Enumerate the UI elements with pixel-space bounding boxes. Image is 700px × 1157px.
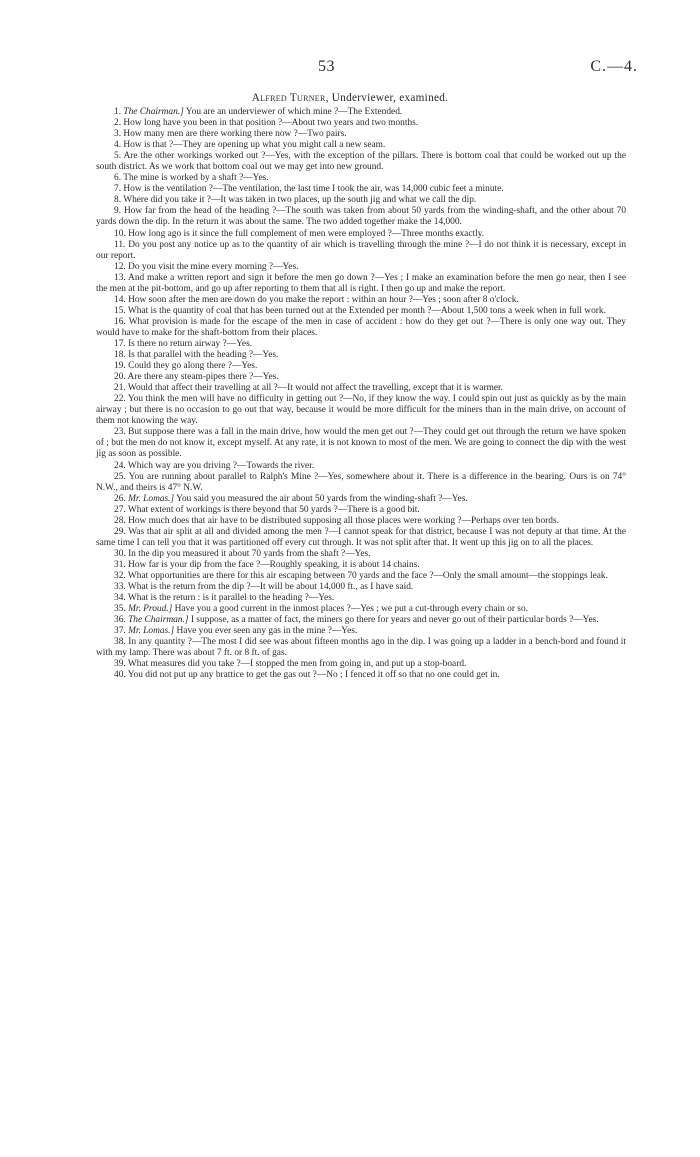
question-number: 8. [114,195,122,206]
testimony-text: How far is your dip from the face ?—Roughly speaking, it is about 14 chains. [128,559,420,570]
question-number: 7. [114,184,122,195]
testimony-text: How is the ventilation ?—The ventilation, the last time I took the air, was 14,000 cubic feet a minute. [123,184,504,195]
testimony-text: What is the return from the dip ?—It will be about 14,000 ft., as I have said. [127,582,414,593]
question-number: 34. [114,593,126,604]
testimony-text: How many men are there working there now ?—Two pairs. [123,129,347,140]
testimony-text: You are running about parallel to Ralph's Mine ?—Yes, somewhere about it. There is a difference in the bearing. Ours is on 74° N.W., and theirs is 47° N.W. [96,471,626,493]
testimony-paragraph [96,494,626,505]
speaker-name: Mr. Proud.] [128,604,173,615]
testimony-paragraph [96,427,626,460]
testimony-text: Which way are you driving ?—Towards the river. [127,460,315,471]
testimony-text: Have you ever seen any gas in the mine ?—Yes. [174,626,358,637]
question-number: 38. [114,637,126,648]
testimony-text: You said you measured the air about 50 yards from the winding-shaft ?—Yes. [174,493,468,504]
question-number: 17. [114,338,126,349]
question-number: 23. [114,427,126,438]
testimony-text: Was that air split at all and divided among the men ?—I cannot speak for that district, because I was not deputy at that time. At the same time I can tell you that it was partitioned off every cut through. It was not split after that. It went up this jig on to all the places. [96,526,626,548]
question-number: 39. [114,659,126,670]
question-number: 14. [114,294,126,305]
question-number: 40. [114,670,126,681]
testimony-paragraph [96,195,626,206]
testimony-text: In any quantity ?—The most I did see was about fifteen months ago in the dip. I was going up a ladder in a bench-bord and found it with my lamp. There was about 7 ft. or 8 ft. of gas. [96,637,626,659]
testimony-paragraph [96,173,626,184]
testimony-paragraph [96,206,626,228]
testimony-paragraph [96,472,626,494]
testimony-text: Are the other workings worked out ?—Yes, with the exception of the pillars. There is bottom coal that could be worked out up the south district. As we work that bottom coal out we may get into new ground. [96,151,626,173]
testimony-text: You think the men will have no difficulty in getting out ?—No, if they know the way. I could spin out just as quickly as by the main airway ; but there is no occasion to go out that way, because it would be more difficult for the miners than in the main drive, on account of them not knowing the way. [96,394,626,427]
testimony-paragraph [96,240,626,262]
testimony-paragraph [96,604,626,615]
question-number: 27. [114,504,126,515]
question-number: 6. [114,173,122,184]
question-number: 5. [114,151,122,162]
question-number: 33. [114,582,126,593]
testimony-text: Do you post any notice up as to the quantity of air which is travelling through the mine ?—I do not think it is necessary, except in our report. [96,239,627,261]
testimony-text: How is that ?—They are opening up what you might call a new seam. [123,140,386,151]
testimony-text: Are there any steam-pipes there ?—Yes. [127,372,279,383]
question-number: 20. [114,372,126,383]
testimony-text: How far from the head of the heading ?—The south was taken from about 50 yards from the winding-shaft, and the other about 70 yards down the dip. In the return it was about the same. The two added together make the 14,000. [96,206,627,228]
testimony-body [96,107,626,681]
witness-role: , Underviewer, examined. [325,92,449,104]
question-number: 30. [114,548,126,559]
testimony-paragraph [96,571,626,582]
testimony-paragraph [96,118,626,129]
testimony-text: Where did you take it ?—It was taken in two places, up the south jig and what we call the dip. [123,195,477,206]
testimony-text: But suppose there was a fall in the main drive, how would the men get out ?—They could get out through the return we have spoken of ; but the men do not know it, except myself. At any rate, it is not known to most of the men. We are going to connect the dip with the west jig as soon as possible. [96,427,626,460]
testimony-text: What measures did you take ?—I stopped the men from going in, and put up a stop-board. [127,659,467,670]
testimony-text: How long have you been in that position ?—About two years and two months. [123,118,419,129]
page-number: 53 [318,58,335,75]
question-number: 21. [114,383,126,394]
testimony-paragraph [96,593,626,604]
testimony-paragraph [96,626,626,637]
testimony-paragraph [96,461,626,472]
question-number: 10. [114,228,126,239]
testimony-paragraph [96,350,626,361]
testimony-paragraph [96,516,626,527]
testimony-paragraph [96,262,626,273]
question-number: 13. [114,272,126,283]
testimony-text: You are an underviewer of which mine ?—The Extended. [183,107,403,117]
testimony-text: Have you a good current in the inmost places ?—Yes ; we put a cut-through every chain or so. [172,604,528,615]
witness-name: Alfred Turner [251,92,326,104]
testimony-text: In the dip you measured it about 70 yards from the shaft ?—Yes. [128,548,371,559]
testimony-text: I suppose, as a matter of fact, the miners go there for years and never go out of their particular bords ?—Yes. [188,615,599,626]
document-reference: C.—4. [590,58,638,75]
question-number: 12. [114,261,126,272]
testimony-paragraph [96,129,626,140]
question-number: 18. [114,350,126,361]
question-number: 36. [114,615,126,626]
question-number: 4. [114,140,122,151]
testimony-paragraph [96,140,626,151]
question-number: 37. [114,626,126,637]
testimony-paragraph [96,549,626,560]
page-header [0,58,700,80]
question-number: 29. [114,526,126,537]
section-heading [0,92,700,104]
testimony-paragraph [96,527,626,549]
testimony-paragraph [96,295,626,306]
question-number: 19. [114,361,126,372]
testimony-text: How soon after the men are down do you make the report : within an hour ?—Yes ; soon after 8 o'clock. [128,294,519,305]
question-number: 35. [114,604,126,615]
question-number: 31. [114,559,126,570]
testimony-paragraph [96,659,626,670]
question-number: 16. [114,316,126,327]
speaker-name: Mr. Lomas.] [128,493,175,504]
testimony-text: What is the quantity of coal that has been turned out at the Extended per month ?—About 1,500 tons a week when in full work. [127,305,606,316]
testimony-paragraph [96,306,626,317]
testimony-paragraph [96,383,626,394]
testimony-text: How long ago is it since the full complement of men were employed ?—Three months exactly. [128,228,485,239]
testimony-paragraph [96,372,626,383]
question-number: 32. [114,570,126,581]
testimony-text: The mine is worked by a shaft ?—Yes. [123,173,269,184]
question-number: 9. [114,206,122,217]
question-number: 2. [114,118,122,129]
testimony-text: Do you visit the mine every morning ?—Yes. [128,261,299,272]
question-number: 22. [114,394,126,405]
testimony-text: What is the return : is it parallel to the heading ?—Yes. [127,593,335,604]
testimony-paragraph [96,339,626,350]
testimony-text: Would that affect their travelling at all ?—It would not affect the travelling, except that it is warmer. [127,383,503,394]
testimony-paragraph [96,151,626,173]
testimony-paragraph [96,184,626,195]
testimony-paragraph [96,394,626,427]
testimony-text: What opportunities are there for this air escaping between 70 yards and the face ?—Only the small amount—the stoppings leak. [127,570,608,581]
testimony-text: What provision is made for the escape of the men in case of accident : how do they get out ?—There is only one way out. They would have to make for the shaft-bottom from their places. [96,316,626,338]
testimony-paragraph [96,505,626,516]
speaker-name: The Chairman.] [128,615,189,626]
question-number: 26. [114,493,126,504]
question-number: 28. [114,515,126,526]
question-number: 11. [114,239,126,250]
testimony-paragraph [96,615,626,626]
testimony-text: And make a written report and sign it before the men go down ?—Yes ; I make an examination before the men go near, then I see the men at the pit-bottom, and go up after reporting to them that all is right. I then go up and make the report. [96,272,626,294]
testimony-paragraph [96,670,626,681]
testimony-paragraph [96,361,626,372]
testimony-text: How much does that air have to be distributed supposing all those places were working ?—Perhaps over ten bords. [128,515,559,526]
testimony-text: What extent of workings is there beyond that 50 yards ?—There is a good bit. [127,504,420,515]
testimony-paragraph [96,317,626,339]
testimony-paragraph [96,229,626,240]
testimony-text: Is there no return airway ?—Yes. [128,338,253,349]
testimony-text: Is that parallel with the heading ?—Yes. [128,350,279,361]
testimony-text: Could they go along there ?—Yes. [128,361,258,372]
testimony-paragraph [96,560,626,571]
testimony-text: You did not put up any brattice to get the gas out ?—No ; I fenced it off so that no one could get in. [127,670,500,681]
testimony-paragraph [96,107,626,118]
question-number: 3. [114,129,122,140]
question-number: 15. [114,305,126,316]
speaker-name: The Chairman.] [123,107,184,117]
speaker-name: Mr. Lomas.] [128,626,175,637]
testimony-paragraph [96,637,626,659]
testimony-paragraph [96,582,626,593]
question-number: 24. [114,460,126,471]
question-number: 25. [114,471,126,482]
question-number: 1. [114,107,122,117]
testimony-paragraph [96,273,626,295]
